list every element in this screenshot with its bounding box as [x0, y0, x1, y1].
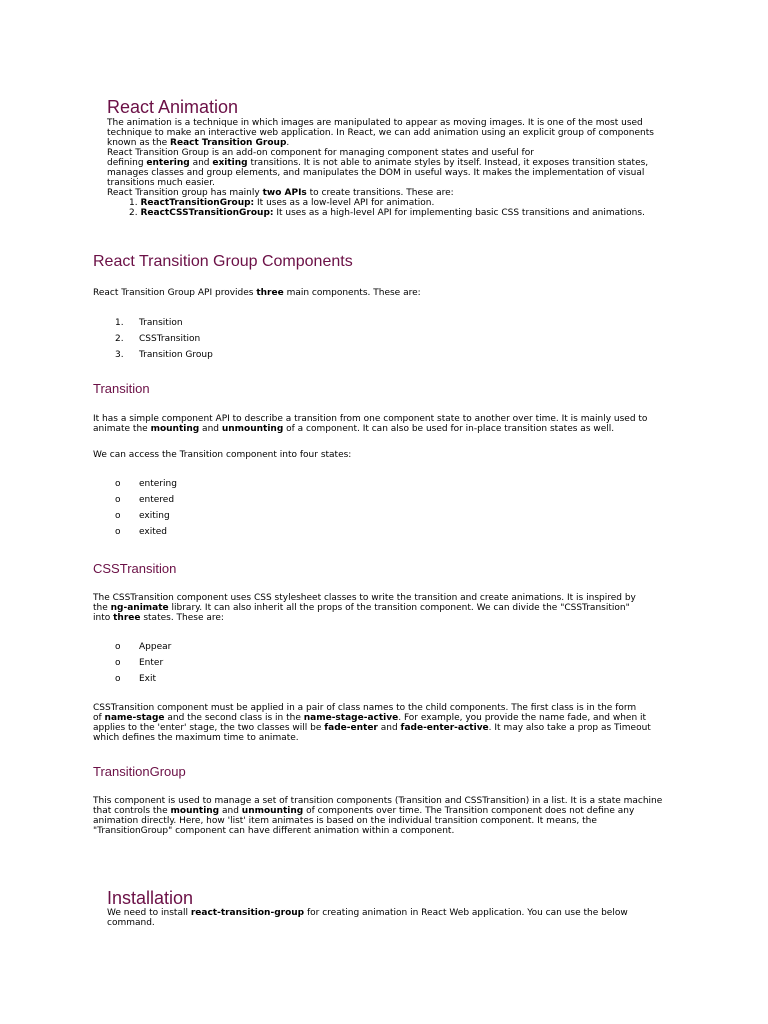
- intro-line: The animation is a technique in which images are manipulated to appear as moving images. It is one of the most used: [107, 118, 643, 128]
- intro-line: known as the React Transition Group.: [107, 138, 290, 148]
- intro-line: technique to make an interactive web application. In React, we can add animation using an explicit group of components: [107, 128, 654, 138]
- list-item: o Enter: [115, 658, 164, 668]
- section-heading-installation: Installation: [107, 888, 194, 908]
- list-item: 1. Transition: [115, 318, 183, 328]
- intro-line: transitions much easier.: [107, 178, 215, 188]
- installation-paragraph: We need to install react-transition-group for creating animation in React Web application. You can use the below command.: [107, 908, 628, 928]
- bullet-icon: o: [115, 658, 121, 668]
- api-list: [129, 198, 645, 218]
- intro-paragraph: [107, 118, 654, 198]
- intro-line: React Transition Group is an add-on component for managing component states and useful for: [107, 148, 534, 158]
- api-list-item: 1. ReactTransitionGroup: It uses as a low-level API for animation.: [129, 198, 435, 208]
- csstransition-classes-paragraph: CSSTransition component must be applied in a pair of class names to the child components. The first class is in the form of name-stage and the second class is in the name-stage-active. For example, you provide the name fade, and when it applies to the 'enter' stage, the two classes will be fade-enter and fade-enter-active. It may also take a prop as Timeout which defines the maximum time to animate.: [93, 703, 651, 743]
- section-heading-transition: Transition: [93, 381, 150, 396]
- bullet-icon: o: [115, 642, 121, 652]
- intro-line: React Transition group has mainly two APIs to create transitions. These are:: [107, 188, 454, 198]
- list-item: o exited: [115, 527, 167, 537]
- bullet-icon: o: [115, 527, 121, 537]
- list-item: o entering: [115, 479, 177, 489]
- list-item: 2. CSSTransition: [115, 334, 201, 344]
- section-heading-csstransition: CSSTransition: [93, 561, 177, 576]
- page-title: React Animation: [107, 97, 239, 117]
- bullet-icon: o: [115, 495, 121, 505]
- section-heading-rtg: React Transition Group Components: [93, 253, 353, 270]
- intro-line: defining entering and exiting transitions. It is not able to animate styles by itself. Instead, it exposes transition states,: [107, 158, 649, 168]
- bullet-icon: o: [115, 674, 121, 684]
- api-list-item: 2. ReactCSSTransitionGroup: It uses as a high-level API for implementing basic CSS transitions and animations.: [129, 208, 645, 218]
- transition-states-intro: We can access the Transition component into four states:: [93, 450, 352, 460]
- transition-states-list: [115, 479, 177, 543]
- csstransition-states-list: [115, 642, 171, 690]
- intro-line: manages classes and group elements, and manipulates the DOM in useful ways. It makes the implementation of visual: [107, 168, 645, 178]
- list-item: o exiting: [115, 511, 170, 521]
- list-item: o Exit: [115, 674, 157, 684]
- list-item: o entered: [115, 495, 175, 505]
- list-item: o Appear: [115, 642, 172, 652]
- rtg-components-list: [115, 318, 213, 366]
- section-heading-transitiongroup: TransitionGroup: [93, 764, 186, 779]
- rtg-paragraph: React Transition Group API provides three main components. These are:: [93, 288, 421, 298]
- bullet-icon: o: [115, 479, 121, 489]
- transition-paragraph: It has a simple component API to describe a transition from one component state to another over time. It is mainly used to animate the mounting and unmounting of a component. It can also be used for in-place transition states as well.: [93, 414, 648, 434]
- list-item: 3. Transition Group: [115, 350, 213, 360]
- transitiongroup-paragraph: This component is used to manage a set of transition components (Transition and CSSTransition) in a list. It is a state machine that controls the mounting and unmounting of components over time. The Transition component does not define any animation directly. Here, how 'list' item animates is based on the individual transition component. It means, the "TransitionGroup" component can have different animation within a component.: [93, 796, 663, 836]
- csstransition-paragraph: The CSSTransition component uses CSS stylesheet classes to write the transition and create animations. It is inspired by the ng-animate library. It can also inherit all the props of the transition component. We can divide the "CSSTransition" into three states. These are:: [93, 593, 636, 623]
- bullet-icon: o: [115, 511, 121, 521]
